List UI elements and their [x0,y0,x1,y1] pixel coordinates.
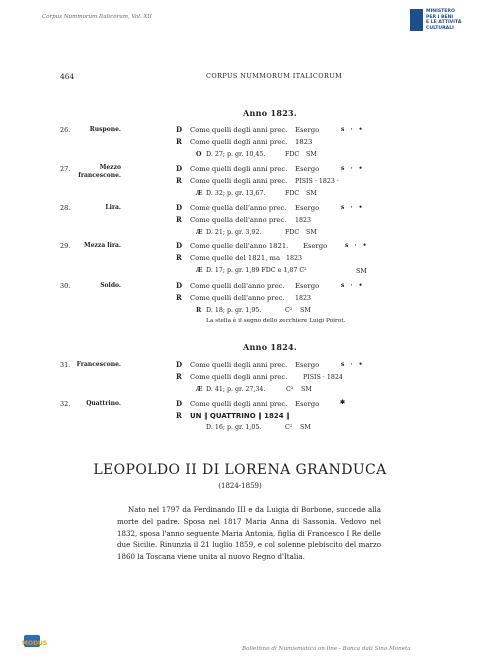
page-number: 464 [60,72,75,81]
running-head: CORPUS NUMMORUM ITALICORUM [206,72,343,80]
ruler-title: LEOPOLDO II DI LORENA GRANDUCA [93,462,387,478]
footnote: La stella è il segno dello zecchiere Luigi Poirot. [206,318,346,324]
reverse-mark: R [176,293,182,302]
entry-number: 31. [60,361,71,369]
exergue-label: Esergo [295,126,320,134]
reverse-desc: Come quelli degli anni prec. [190,373,288,381]
reverse-legend: 1823 [286,255,303,262]
reference: D. 16; p. gr. 1,05. [206,424,262,431]
metal-mark: O [196,151,202,158]
obverse-desc: Come quelli degli anni prec. [190,126,288,134]
reverse-mark: R [176,176,182,185]
reverse-mark: R [176,372,182,381]
reverse-desc: UN ‖ QUATTRINO ‖ 1824 ‖ [190,412,290,420]
obverse-desc: Come quelli dell'anno prec. [190,282,285,290]
exergue-label: Esergo [295,282,320,290]
exergue-marks: s · • [341,282,365,289]
reverse-legend: PISIS · 1824 [303,374,343,381]
reverse-mark: R [176,215,182,224]
obverse-mark: D [176,399,183,408]
reverse-legend: PISIS · 1823 · [295,178,339,185]
ruler-biography: Nato nel 1797 da Ferdinando III e da Luigia di Borbone, succede alla morte del padre. Sposa nel 1817 Maria Anna di Sassonia. Vedovo nel 1832, sposa l'anno seguente Maria Antonia, figlia di Francesco I Re delle due Sicilie. Rinunzia il 21 luglio 1859, e col solenne plebiscito del marzo 1860 la Toscana viene unita al nuovo Regno d'Italia. [117,505,381,562]
entry-number: 29. [60,242,71,250]
coin-name: Lira. [105,204,121,211]
obverse-desc: Come quelli degli anni prec. [190,165,288,173]
collection: SM [306,190,317,197]
section-year: Anno 1824. [243,342,298,352]
entry-number: 28. [60,204,71,212]
grade: FDC [285,151,300,158]
exergue-label: Esergo [303,242,328,250]
section-year: Anno 1823. [243,108,298,118]
reverse-desc: Come quelle del 1821, ma [190,254,281,262]
coin-name: Soldo. [100,282,121,289]
reference: D. 17; p. gr. 1,89 FDC e 1,87 C² [206,267,307,274]
entry-number: 26. [60,126,71,134]
exergue-marks: s · • [345,242,369,249]
coin-name: Mezzo francescone. [78,164,121,179]
obverse-mark: D [176,241,183,250]
metal-mark: Æ [196,190,203,197]
grade: C² [285,307,293,314]
coin-name: Quattrino. [86,400,121,407]
reference: D. 41; p. gr. 27,34. [206,386,266,393]
reverse-legend: 1823 [295,295,312,302]
exergue-marks: s · • [341,204,365,211]
obverse-desc: Come quelli degli anni prec. [190,400,288,408]
reference: D. 21; p. gr. 3,92. [206,229,262,236]
obverse-desc: Come quelli degli anni prec. [190,361,288,369]
grade: FDC [285,229,300,236]
exergue-marks: ✱ [340,399,348,406]
exergue-label: Esergo [295,361,320,369]
reverse-desc: Come quelli degli anni prec. [190,177,288,185]
collection: SM [306,229,317,236]
grade: C² [285,424,293,431]
modus-logo-text: MODUS [22,640,48,647]
exergue-marks: s · • [341,126,365,133]
exergue-marks: s · • [341,361,365,368]
footer-text: Bollettino di Numismatica on line - Banca dati Sino Moneta [242,646,411,652]
reference: D. 32; p. gr. 13,67. [206,190,266,197]
entry-number: 27. [60,165,71,173]
exergue-label: Esergo [295,165,320,173]
coin-name: Mezza lira. [84,242,121,249]
reverse-mark: R [176,137,182,146]
entry-number: 32. [60,400,71,408]
collection: SM [301,386,312,393]
collection: SM [300,307,311,314]
exergue-label: Esergo [295,400,320,408]
obverse-mark: D [176,164,183,173]
reverse-desc: Come quella dell'anno prec. [190,216,287,224]
metal-mark: R [196,307,202,314]
obverse-mark: D [176,360,183,369]
grade: FDC [285,190,300,197]
coin-name: Francescone. [76,361,121,368]
entry-number: 30. [60,282,71,290]
ruler-dates: (1824-1859) [218,482,262,490]
collection: SM [300,424,311,431]
metal-mark: Æ [196,386,203,393]
reverse-mark: R [176,411,182,420]
reference: D. 27; p. gr. 10,45. [206,151,266,158]
obverse-desc: Come quella dell'anno prec. [190,204,287,212]
obverse-desc: Come quelle dell'anno 1821. [190,242,289,250]
metal-mark: Æ [196,229,203,236]
obverse-mark: D [176,203,183,212]
collection: SM [356,268,367,275]
journal-title: Corpus Nummorum Italicorum, Vol. XII [42,14,152,20]
reverse-desc: Come quelli dell'anno prec. [190,294,285,302]
reference: D. 18; p. gr. 1,95. [206,307,262,314]
ministry-name: MINISTERO PER I BENI E LE ATTIVITÀ CULTURALI [426,9,462,31]
obverse-mark: D [176,125,183,134]
ministry-logo [410,9,423,31]
reverse-legend: 1823 [295,217,312,224]
reverse-legend: 1823 [295,138,313,146]
coin-name: Ruspone. [89,126,121,133]
collection: SM [306,151,317,158]
exergue-label: Esergo [295,204,320,212]
reverse-mark: R [176,253,182,262]
grade: C² [286,386,294,393]
reverse-desc: Come quelli degli anni prec. [190,138,288,146]
obverse-mark: D [176,281,183,290]
metal-mark: Æ [196,267,203,274]
exergue-marks: s · • [341,165,365,172]
